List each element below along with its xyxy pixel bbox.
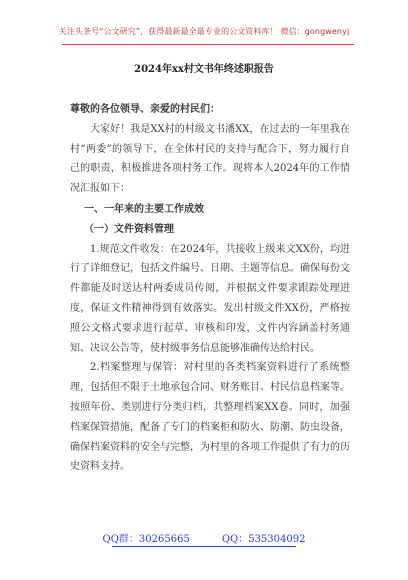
intro-paragraph: 大家好！我是XX村的村级文书潘XX，在过去的一年里我在村“两委”的领导下，在全体村民的支持与配合下，努力履行自己的职责，积极推进各项村务工作。现将本人2024年的工作情况汇报如下： — [70, 123, 350, 195]
header-divider — [62, 44, 354, 45]
item-paragraph-2: 2.档案整理与保管：对村里的各类档案资料进行了系统整理，包括但不限于土地承包合同、财务账目、村民信息档案等。按照年份、类别进行分类归档，共整理档案XX卷。同时，加强档案保管措施，配备了专门的档案柜和防火、防潮、防虫设备，确保档案资料的安全与完整，为村里的各项工作提供了有力的历史资料支持。 — [70, 362, 350, 473]
subsection-heading: （一）文件资料管理 — [84, 223, 174, 235]
qq-number: QQ：535304092 — [221, 534, 306, 545]
footer-divider — [112, 546, 296, 547]
footer-contact — [0, 530, 408, 545]
greeting: 尊敬的各位领导、亲爱的村民们： — [70, 104, 220, 115]
item-paragraph-1: 1.规范文件收发：在2024年，共接收上级来文XX份，均进行了详细登记，包括文件编号、日期、主题等信息。确保每份文件都能及时送达村两委成员传阅，并根据文件要求跟踪处理进度，保证文件精神得到有效落实。发出村级文件XX份，严格按照公文格式要求进行起草、审核和印发，文件内容涵盖村务通知、决议公告等，使村级事务信息能够准确传达给村民。 — [70, 243, 350, 354]
section-heading: 一、一年来的主要工作成效 — [84, 203, 204, 215]
document-title: 2024年xx村文书年终述职报告 — [134, 64, 274, 75]
document-body — [70, 100, 350, 477]
qq-group: QQ群：30265665 — [102, 534, 190, 545]
header-banner: 关注头条号“公文研究”，获得最新最全最专业的公文资料库！ 微信：gongwenyj — [58, 27, 350, 36]
